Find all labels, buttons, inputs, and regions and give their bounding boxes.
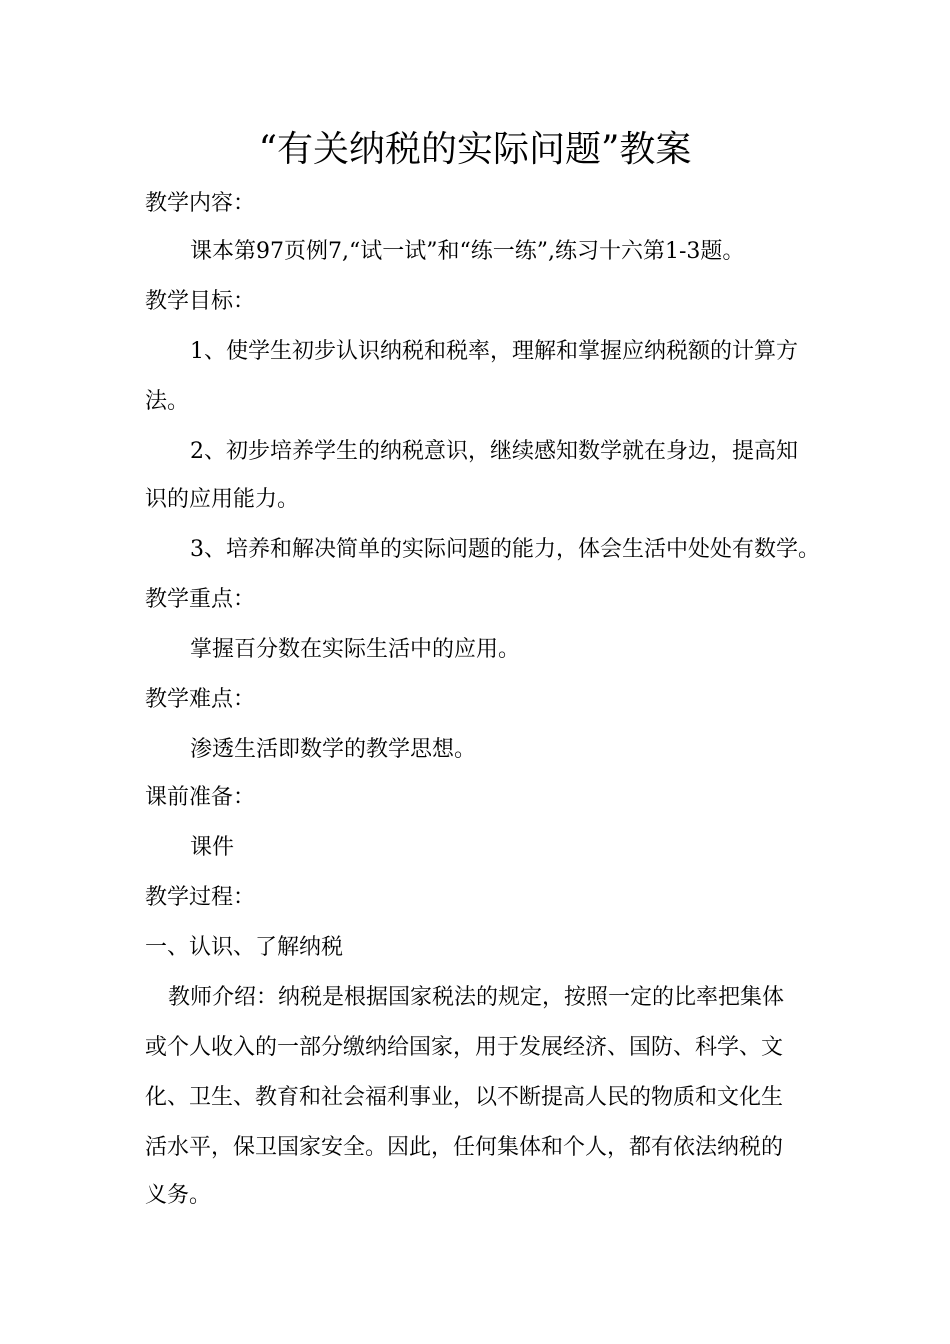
intro-line-1: 教师介绍：纳税是根据国家税法的规定，按照一定的比率把集体 (168, 985, 785, 1010)
content-text: 课本第97页例7,“试一试”和“练一练”,练习十六第1-3题。 (190, 239, 745, 264)
intro-line-2: 或个人收入的一部分缴纳给国家，用于发展经济、国防、科学、文 (145, 1035, 784, 1060)
goal-2-line-1: 2、初步培养学生的纳税意识，继续感知数学就在身边，提高知 (190, 439, 798, 464)
intro-line-4: 活水平，保卫国家安全。因此，任何集体和个人，都有依法纳税的 (145, 1135, 784, 1160)
goals-heading: 教学目标： (145, 289, 256, 314)
intro-line-3: 化、卫生、教育和社会福利事业，以不断提高人民的物质和文化生 (145, 1085, 784, 1110)
difficulty-heading: 教学难点： (145, 687, 256, 712)
prep-text: 课件 (190, 835, 235, 860)
intro-line-5: 义务。 (145, 1183, 212, 1208)
content-heading: 教学内容： (145, 191, 256, 216)
goal-3: 3、培养和解决简单的实际问题的能力，体会生活中处处有数学。 (190, 537, 820, 562)
process-heading: 教学过程： (145, 885, 256, 910)
goal-1-line-1: 1、使学生初步认识纳税和税率，理解和掌握应纳税额的计算方 (190, 339, 798, 364)
section-1-heading: 一、认识、了解纳税 (145, 935, 344, 960)
difficulty-text: 渗透生活即数学的教学思想。 (190, 737, 477, 762)
goal-1-line-2: 法。 (145, 389, 190, 414)
page-title: “有关纳税的实际问题”教案 (258, 129, 692, 170)
prep-heading: 课前准备： (145, 785, 256, 810)
key-text: 掌握百分数在实际生活中的应用。 (190, 637, 521, 662)
goal-2-line-2: 识的应用能力。 (145, 487, 300, 512)
key-heading: 教学重点： (145, 587, 256, 612)
